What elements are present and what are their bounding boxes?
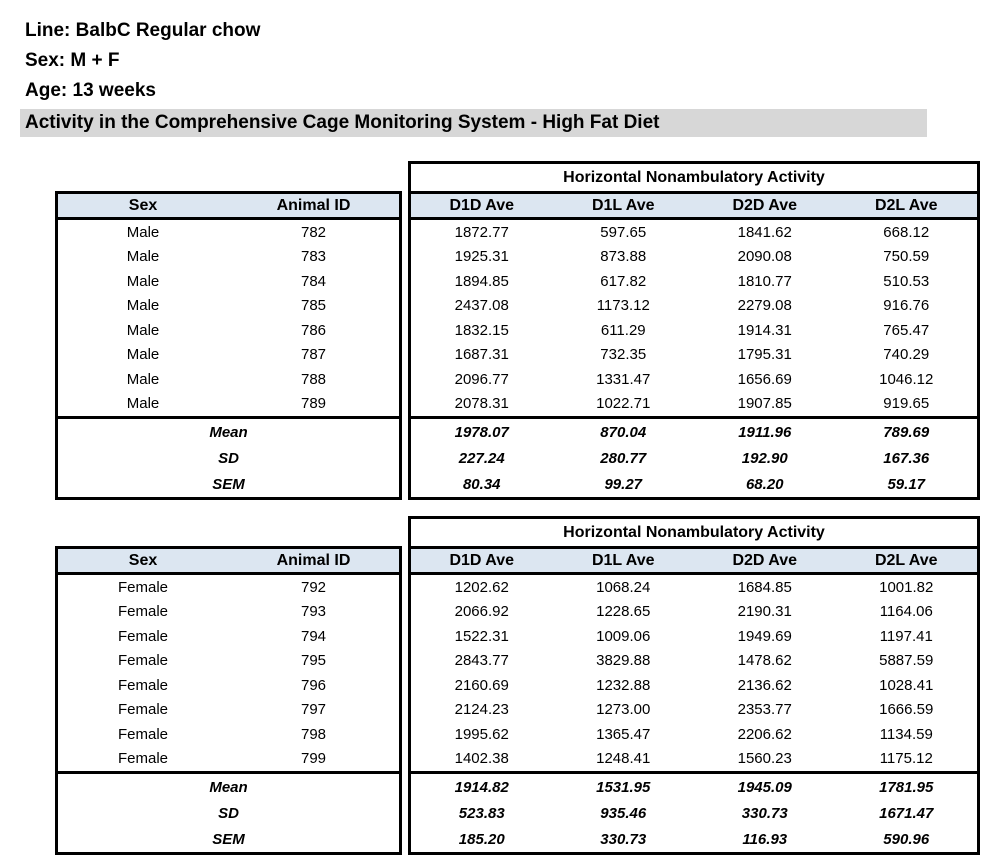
value-cell: 1001.82 bbox=[879, 578, 934, 596]
col-header-animal-id: Animal ID bbox=[276, 551, 351, 569]
summary-row bbox=[58, 800, 399, 826]
table-row bbox=[58, 747, 399, 772]
col-header-d1l-ave: D1L Ave bbox=[591, 551, 655, 569]
animal-id-cell: 795 bbox=[300, 652, 327, 670]
col-header-d2l-ave: D2L Ave bbox=[874, 196, 938, 214]
summary-label-sem: SEM bbox=[212, 830, 245, 848]
value-cell: 919.65 bbox=[883, 395, 930, 413]
sex-cell: Female bbox=[117, 652, 169, 670]
sex-cell: Female bbox=[117, 725, 169, 743]
value-cell: 1331.47 bbox=[596, 370, 651, 388]
table-row bbox=[411, 367, 977, 392]
column-header-row bbox=[411, 194, 977, 220]
value-cell: 1164.06 bbox=[879, 603, 933, 621]
table-row bbox=[58, 318, 399, 343]
value-cell: 1175.12 bbox=[879, 750, 933, 768]
summary-value-cell: 1945.09 bbox=[737, 778, 792, 796]
table-row bbox=[58, 624, 399, 649]
animal-id-cell: 786 bbox=[300, 321, 327, 339]
table-row bbox=[58, 343, 399, 368]
summary-label-mean: Mean bbox=[209, 423, 248, 441]
table-row bbox=[58, 698, 399, 723]
table-row bbox=[411, 220, 977, 245]
table-row bbox=[58, 367, 399, 392]
table-row bbox=[411, 624, 977, 649]
value-cell: 597.65 bbox=[600, 223, 647, 241]
sex-info: Sex: M + F bbox=[25, 50, 120, 71]
col-header-d2d-ave: D2D Ave bbox=[732, 196, 798, 214]
summary-value-cell: 80.34 bbox=[462, 475, 501, 493]
value-cell: 1522.31 bbox=[454, 627, 509, 645]
summary-label-sd: SD bbox=[218, 804, 239, 822]
table-row bbox=[411, 392, 977, 417]
summary-value-cell: 185.20 bbox=[458, 830, 505, 848]
activity-values-block bbox=[408, 161, 980, 500]
value-cell: 2206.62 bbox=[737, 725, 792, 743]
animal-id-cell: 788 bbox=[300, 370, 327, 388]
value-cell: 916.76 bbox=[883, 297, 930, 315]
sex-cell: Female bbox=[117, 750, 169, 768]
value-cell: 611.29 bbox=[600, 321, 646, 339]
value-cell: 2279.08 bbox=[737, 297, 792, 315]
sex-cell: Male bbox=[126, 321, 160, 339]
summary-value-cell: 935.46 bbox=[600, 804, 647, 822]
value-cell: 2843.77 bbox=[454, 652, 509, 670]
value-cell: 1232.88 bbox=[596, 676, 651, 694]
sex-cell: Female bbox=[117, 578, 169, 596]
value-cell: 2190.31 bbox=[737, 603, 792, 621]
value-cell: 1810.77 bbox=[737, 272, 792, 290]
value-cell: 1872.77 bbox=[454, 223, 509, 241]
summary-row bbox=[411, 445, 977, 471]
table-row bbox=[411, 245, 977, 270]
table-row bbox=[58, 392, 399, 417]
value-cell: 1907.85 bbox=[737, 395, 792, 413]
table-row bbox=[58, 600, 399, 625]
summary-row bbox=[58, 419, 399, 445]
animal-id-cell: 787 bbox=[300, 346, 327, 364]
table-row bbox=[411, 269, 977, 294]
summary-value-cell: 192.90 bbox=[741, 449, 788, 467]
table-row bbox=[411, 343, 977, 368]
summary-value-cell: 330.73 bbox=[600, 830, 647, 848]
summary-row bbox=[411, 800, 977, 826]
summary-row bbox=[58, 826, 399, 852]
value-cell: 1365.47 bbox=[596, 725, 651, 743]
table-row bbox=[58, 220, 399, 245]
table-row bbox=[411, 575, 977, 600]
value-cell: 1925.31 bbox=[454, 248, 509, 266]
summary-row bbox=[411, 471, 977, 497]
value-cell: 1995.62 bbox=[454, 725, 509, 743]
animal-id-cell: 792 bbox=[300, 578, 327, 596]
summary-label-mean: Mean bbox=[209, 778, 248, 796]
animal-id-cell: 799 bbox=[300, 750, 327, 768]
table-row bbox=[58, 269, 399, 294]
report-meta bbox=[25, 16, 1000, 106]
table-span-header: Horizontal Nonambulatory Activity bbox=[408, 516, 980, 546]
value-cell: 1841.62 bbox=[737, 223, 792, 241]
summary-value-cell: 68.20 bbox=[745, 475, 784, 493]
table-row bbox=[411, 673, 977, 698]
column-header-row bbox=[411, 549, 977, 575]
summary-value-cell: 1978.07 bbox=[454, 423, 509, 441]
value-cell: 1009.06 bbox=[596, 627, 651, 645]
value-cell: 2124.23 bbox=[454, 701, 509, 719]
value-cell: 3829.88 bbox=[596, 652, 651, 670]
activity-table-male bbox=[55, 161, 1000, 500]
col-header-d2d-ave: D2D Ave bbox=[732, 551, 798, 569]
table-row bbox=[411, 747, 977, 772]
table-row bbox=[58, 649, 399, 674]
summary-value-cell: 523.83 bbox=[458, 804, 505, 822]
summary-value-cell: 1781.95 bbox=[879, 778, 934, 796]
table-row bbox=[58, 673, 399, 698]
summary-value-cell: 1914.82 bbox=[454, 778, 509, 796]
value-cell: 1560.23 bbox=[737, 750, 792, 768]
tables-container bbox=[0, 161, 1000, 855]
summary-value-cell: 59.17 bbox=[887, 475, 926, 493]
summary-row bbox=[58, 471, 399, 497]
sex-cell: Male bbox=[126, 297, 160, 315]
summary-value-cell: 167.36 bbox=[883, 449, 930, 467]
value-cell: 1173.12 bbox=[596, 297, 650, 315]
value-cell: 1914.31 bbox=[737, 321, 792, 339]
value-cell: 1068.24 bbox=[596, 578, 651, 596]
sex-cell: Female bbox=[117, 603, 169, 621]
sex-cell: Male bbox=[126, 346, 160, 364]
value-cell: 1202.62 bbox=[454, 578, 509, 596]
value-cell: 2136.62 bbox=[737, 676, 792, 694]
col-header-d1d-ave: D1D Ave bbox=[449, 551, 515, 569]
summary-row bbox=[58, 445, 399, 471]
value-cell: 510.53 bbox=[883, 272, 930, 290]
value-cell: 1046.12 bbox=[879, 370, 934, 388]
col-header-d1l-ave: D1L Ave bbox=[591, 196, 655, 214]
animal-id-cell: 796 bbox=[300, 676, 327, 694]
line-info: Line: BalbC Regular chow bbox=[25, 20, 261, 41]
table-row bbox=[411, 722, 977, 747]
summary-value-cell: 280.77 bbox=[600, 449, 647, 467]
table-row bbox=[411, 698, 977, 723]
value-cell: 2096.77 bbox=[454, 370, 509, 388]
value-cell: 668.12 bbox=[883, 223, 930, 241]
sex-cell: Male bbox=[126, 223, 160, 241]
header-spacer bbox=[55, 161, 402, 191]
table-row bbox=[58, 575, 399, 600]
summary-value-cell: 1911.96 bbox=[738, 423, 792, 441]
table-row bbox=[58, 245, 399, 270]
table-row bbox=[411, 294, 977, 319]
value-cell: 1795.31 bbox=[737, 346, 792, 364]
summary-value-cell: 789.69 bbox=[883, 423, 930, 441]
col-header-d1d-ave: D1D Ave bbox=[449, 196, 515, 214]
value-cell: 732.35 bbox=[600, 346, 647, 364]
sex-cell: Male bbox=[126, 248, 160, 266]
summary-label-sd: SD bbox=[218, 449, 239, 467]
animal-id-cell: 793 bbox=[300, 603, 327, 621]
summary-row bbox=[411, 826, 977, 852]
table-row bbox=[411, 600, 977, 625]
id-columns-block bbox=[55, 516, 402, 855]
col-header-animal-id: Animal ID bbox=[276, 196, 351, 214]
column-header-row bbox=[58, 194, 399, 220]
value-cell: 1684.85 bbox=[737, 578, 792, 596]
summary-value-cell: 99.27 bbox=[604, 475, 643, 493]
summary-value-cell: 116.93 bbox=[742, 830, 788, 848]
value-cell: 2078.31 bbox=[454, 395, 509, 413]
value-cell: 1134.59 bbox=[879, 725, 933, 743]
value-cell: 1832.15 bbox=[454, 321, 509, 339]
value-cell: 2090.08 bbox=[737, 248, 792, 266]
value-cell: 1028.41 bbox=[879, 676, 934, 694]
col-header-sex: Sex bbox=[128, 551, 158, 569]
value-cell: 765.47 bbox=[883, 321, 930, 339]
value-cell: 1248.41 bbox=[596, 750, 651, 768]
value-cell: 750.59 bbox=[883, 248, 930, 266]
value-cell: 2437.08 bbox=[454, 297, 509, 315]
activity-values-block bbox=[408, 516, 980, 855]
sex-cell: Male bbox=[126, 370, 160, 388]
table-row bbox=[411, 318, 977, 343]
value-cell: 1402.38 bbox=[454, 750, 509, 768]
sex-cell: Male bbox=[126, 272, 160, 290]
value-cell: 617.82 bbox=[600, 272, 647, 290]
sex-cell: Female bbox=[117, 627, 169, 645]
column-header-row bbox=[58, 549, 399, 575]
animal-id-cell: 782 bbox=[300, 223, 327, 241]
summary-row bbox=[58, 774, 399, 800]
value-cell: 2353.77 bbox=[737, 701, 792, 719]
summary-value-cell: 1531.95 bbox=[596, 778, 651, 796]
sex-cell: Female bbox=[117, 701, 169, 719]
value-cell: 1022.71 bbox=[596, 395, 651, 413]
summary-value-cell: 870.04 bbox=[600, 423, 647, 441]
animal-id-cell: 789 bbox=[300, 395, 327, 413]
summary-value-cell: 1671.47 bbox=[879, 804, 934, 822]
value-cell: 1894.85 bbox=[454, 272, 509, 290]
value-cell: 1228.65 bbox=[596, 603, 651, 621]
animal-id-cell: 794 bbox=[300, 627, 327, 645]
col-header-sex: Sex bbox=[128, 196, 158, 214]
value-cell: 1687.31 bbox=[454, 346, 509, 364]
activity-table-female bbox=[55, 516, 1000, 855]
value-cell: 740.29 bbox=[883, 346, 930, 364]
value-cell: 1273.00 bbox=[596, 701, 651, 719]
sex-cell: Female bbox=[117, 676, 169, 694]
summary-row bbox=[411, 419, 977, 445]
table-row bbox=[411, 649, 977, 674]
animal-id-cell: 797 bbox=[300, 701, 327, 719]
value-cell: 1478.62 bbox=[737, 652, 792, 670]
summary-value-cell: 330.73 bbox=[741, 804, 788, 822]
animal-id-cell: 785 bbox=[300, 297, 327, 315]
section-title: Activity in the Comprehensive Cage Monitoring System - High Fat Diet bbox=[20, 109, 927, 137]
animal-id-cell: 784 bbox=[300, 272, 327, 290]
summary-value-cell: 227.24 bbox=[458, 449, 505, 467]
animal-id-cell: 783 bbox=[300, 248, 327, 266]
col-header-d2l-ave: D2L Ave bbox=[874, 551, 938, 569]
table-span-header: Horizontal Nonambulatory Activity bbox=[408, 161, 980, 191]
value-cell: 1656.69 bbox=[737, 370, 792, 388]
table-row bbox=[58, 294, 399, 319]
value-cell: 5887.59 bbox=[879, 652, 934, 670]
summary-label-sem: SEM bbox=[212, 475, 245, 493]
summary-row bbox=[411, 774, 977, 800]
summary-value-cell: 590.96 bbox=[883, 830, 930, 848]
animal-id-cell: 798 bbox=[300, 725, 327, 743]
age-info: Age: 13 weeks bbox=[25, 80, 156, 101]
value-cell: 1666.59 bbox=[879, 701, 934, 719]
value-cell: 2160.69 bbox=[454, 676, 509, 694]
value-cell: 1197.41 bbox=[879, 627, 933, 645]
table-row bbox=[58, 722, 399, 747]
value-cell: 2066.92 bbox=[454, 603, 509, 621]
sex-cell: Male bbox=[126, 395, 160, 413]
value-cell: 1949.69 bbox=[737, 627, 792, 645]
id-columns-block bbox=[55, 161, 402, 500]
value-cell: 873.88 bbox=[600, 248, 647, 266]
header-spacer bbox=[55, 516, 402, 546]
